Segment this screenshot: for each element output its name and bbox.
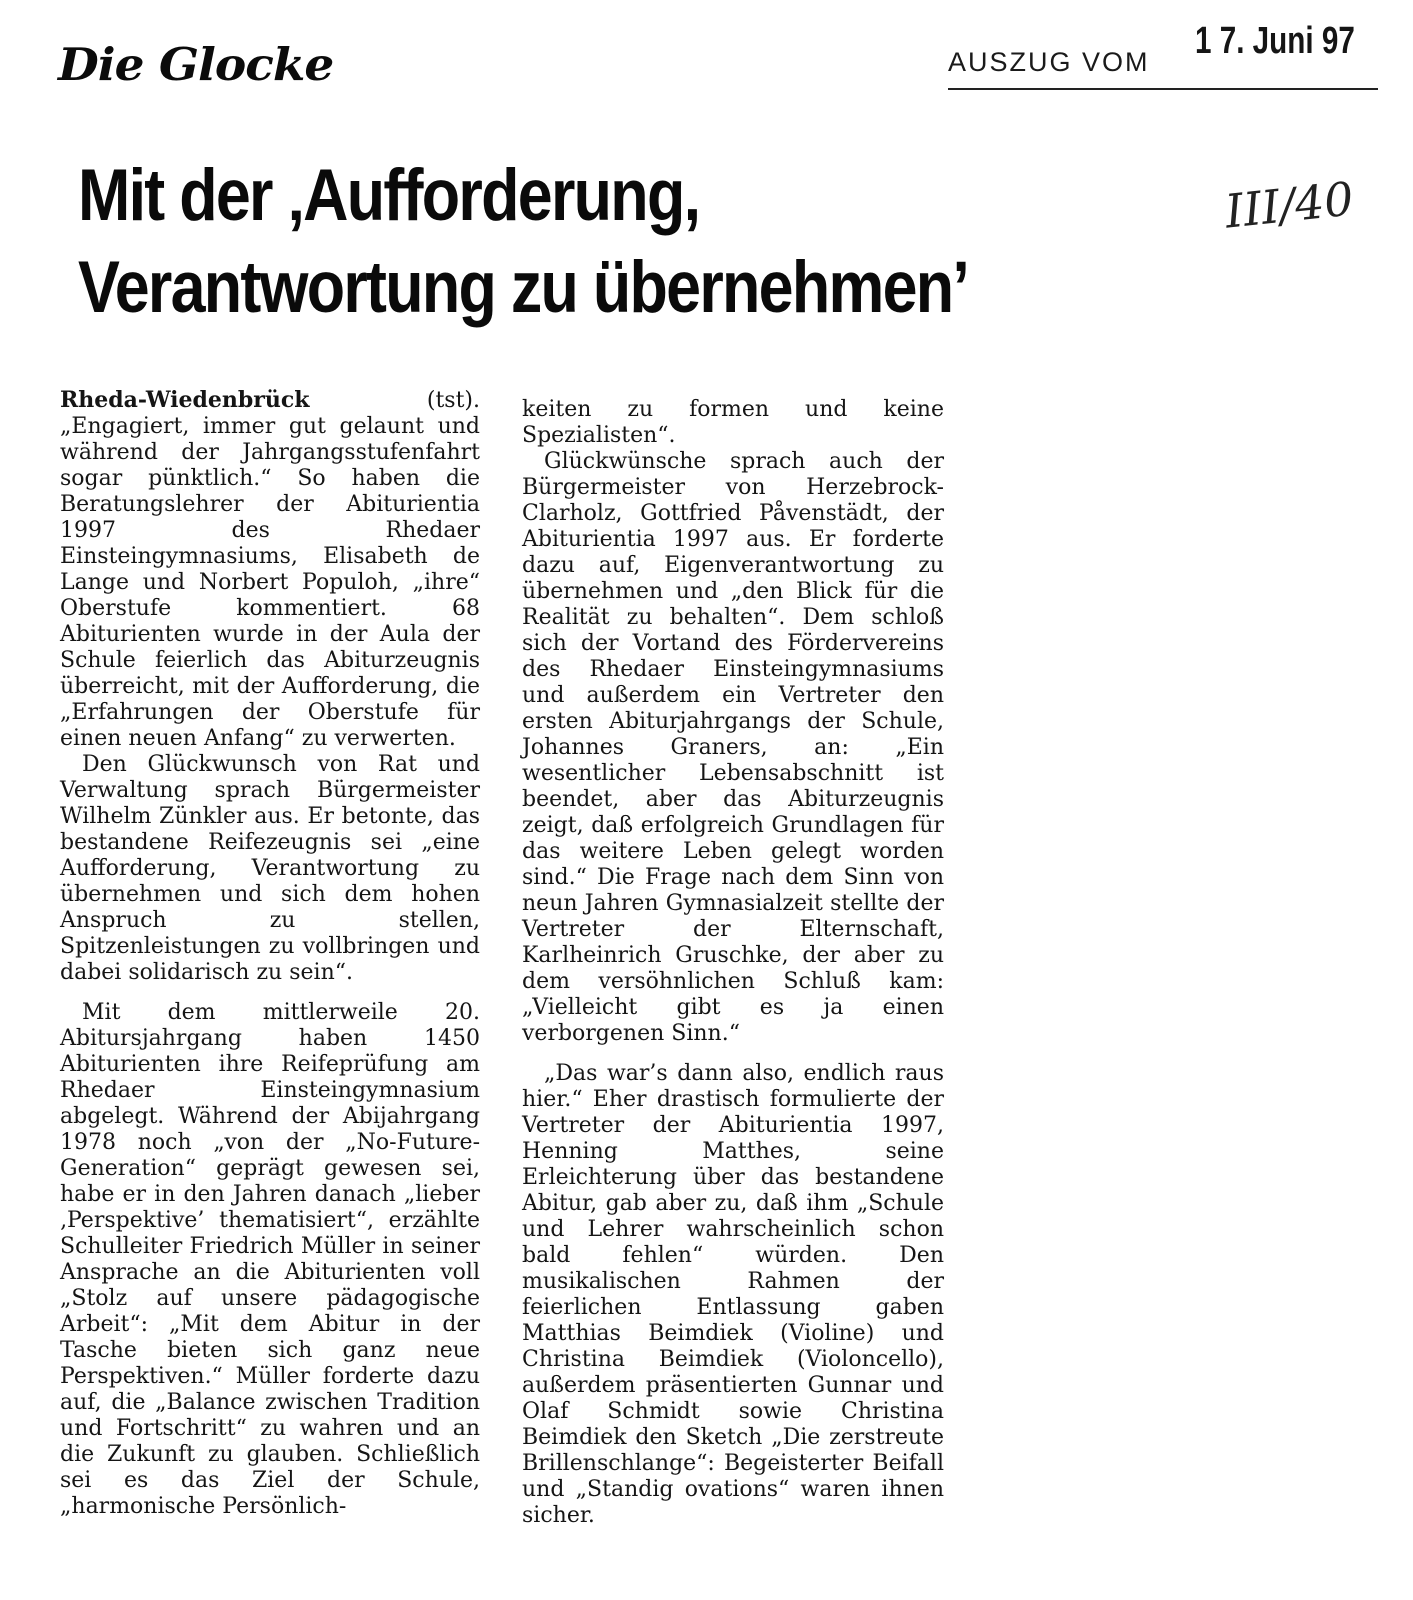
excerpt-label: AUSZUG VOM bbox=[948, 47, 1150, 77]
paragraph: Glückwünsche sprach auch der Bürgermeister von Herzebrock-Clarholz, Gottfried Påvenstädt, der Abiturientia 1997 aus. Er forderte dazu auf, Eigenverantwortung zu übernehmen und „den Blick für die Realität zu behalten“. Dem schloß sich der Vortand des Fördervereins des Rhedaer Einsteingymnasiums und außerdem ein Vertreter den ersten Abiturjahrgangs der Schule, Johannes Graners, an: „Ein wesentlicher Lebensabschnitt ist beendet, aber das Abiturzeugnis zeigt, daß erfolgreich Grundlagen für das weitere Leben gelegt worden sind.“ Die Frage nach dem Sinn von neun Jahren Gymnasialzeit stellte der Vertreter der Elternschaft, Karlheinrich Gruschke, der aber zu dem versöhnlichen Schluß kam: „Vielleicht gibt es ja einen verborgenen Sinn.“ bbox=[522, 449, 944, 1046]
paragraph: Den Glückwunsch von Rat und Verwaltung sprach Bürgermeister Wilhelm Zünkler aus. Er betonte, das bestandene Reifezeugnis sei „eine Aufforderung, Verantwortung zu übernehmen und sich dem hohen Anspruch zu stellen, Spitzenleistungen zu vollbringen und dabei solidarisch zu sein“. bbox=[60, 752, 480, 985]
paragraph-text: (tst). „Engagiert, immer gut gelaunt und während der Jahrgangsstufenfahrt sogar pünktlich.“ So haben die Beratungslehrer der Abiturientia 1997 des Rhedaer Einsteingymnasiums, Elisabeth de Lange und Norbert Populoh, „ihre“ Oberstufe kommentiert. 68 Abiturienten wurde in der Aula der Schule feierlich das Abiturzeugnis überreicht, mit der Aufforderung, die „Erfahrungen der Oberstufe für einen neuen Anfang“ zu verwerten. bbox=[60, 388, 480, 751]
paragraph: keiten zu formen und keine Spezialisten“. bbox=[522, 397, 944, 448]
dateline: Rheda-Wiedenbrück bbox=[60, 387, 310, 413]
paragraph bbox=[60, 387, 480, 752]
date-stamp: 1 7. Juni 97 bbox=[1195, 20, 1355, 62]
article-headline bbox=[78, 150, 968, 334]
handwritten-archive-mark: III/40 bbox=[1222, 171, 1357, 239]
paragraph: Mit dem mittlerweile 20. Abitursjahrgang haben 1450 Abiturienten ihre Reifeprüfung am Rhedaer Einsteingymnasium abgelegt. Während der Abijahrgang 1978 noch „von der „No-Future-Generation“ geprägt gewesen sei, habe er in den Jahren danach „lieber ‚Perspektive’ thematisiert“, erzählte Schulleiter Friedrich Müller in seiner Ansprache an die Abiturienten voll „Stolz auf unsere pädagogische Arbeit“: „Mit dem Abitur in der Tasche bieten sich ganz neue Perspektiven.“ Müller forderte dazu auf, die „Balance zwischen Tradition und Fortschritt“ zu wahren und an die Zukunft zu glauben. Schließlich sei es das Ziel der Schule, „harmonische Persönlich- bbox=[60, 1000, 480, 1519]
headline-line-1: Mit der ‚Aufforderung, bbox=[78, 155, 700, 236]
article-column-1 bbox=[60, 387, 480, 1520]
article-column-2 bbox=[522, 397, 944, 1529]
headline-line-2: Verantwortung zu übernehmen’ bbox=[78, 247, 969, 328]
paragraph: „Das war’s dann also, endlich raus hier.“ Eher drastisch formulierte der Vertreter der Abiturientia 1997, Henning Matthes, seine Erleichterung über das bestandene Abitur, gab aber zu, daß ihm „Schule und Lehrer wahrscheinlich schon bald fehlen“ würden. Den musikalischen Rahmen der feierlichen Entlassung gaben Matthias Beimdiek (Violine) und Christina Beimdiek (Violoncello), außerdem präsentierten Gunnar und Olaf Schmidt sowie Christina Beimdiek den Sketch „Die zerstreute Brillenschlange“: Begeisterter Beifall und „Standig ovations“ waren ihnen sicher. bbox=[522, 1061, 944, 1528]
header-rule bbox=[948, 88, 1378, 90]
newspaper-masthead: Die Glocke bbox=[58, 39, 334, 92]
